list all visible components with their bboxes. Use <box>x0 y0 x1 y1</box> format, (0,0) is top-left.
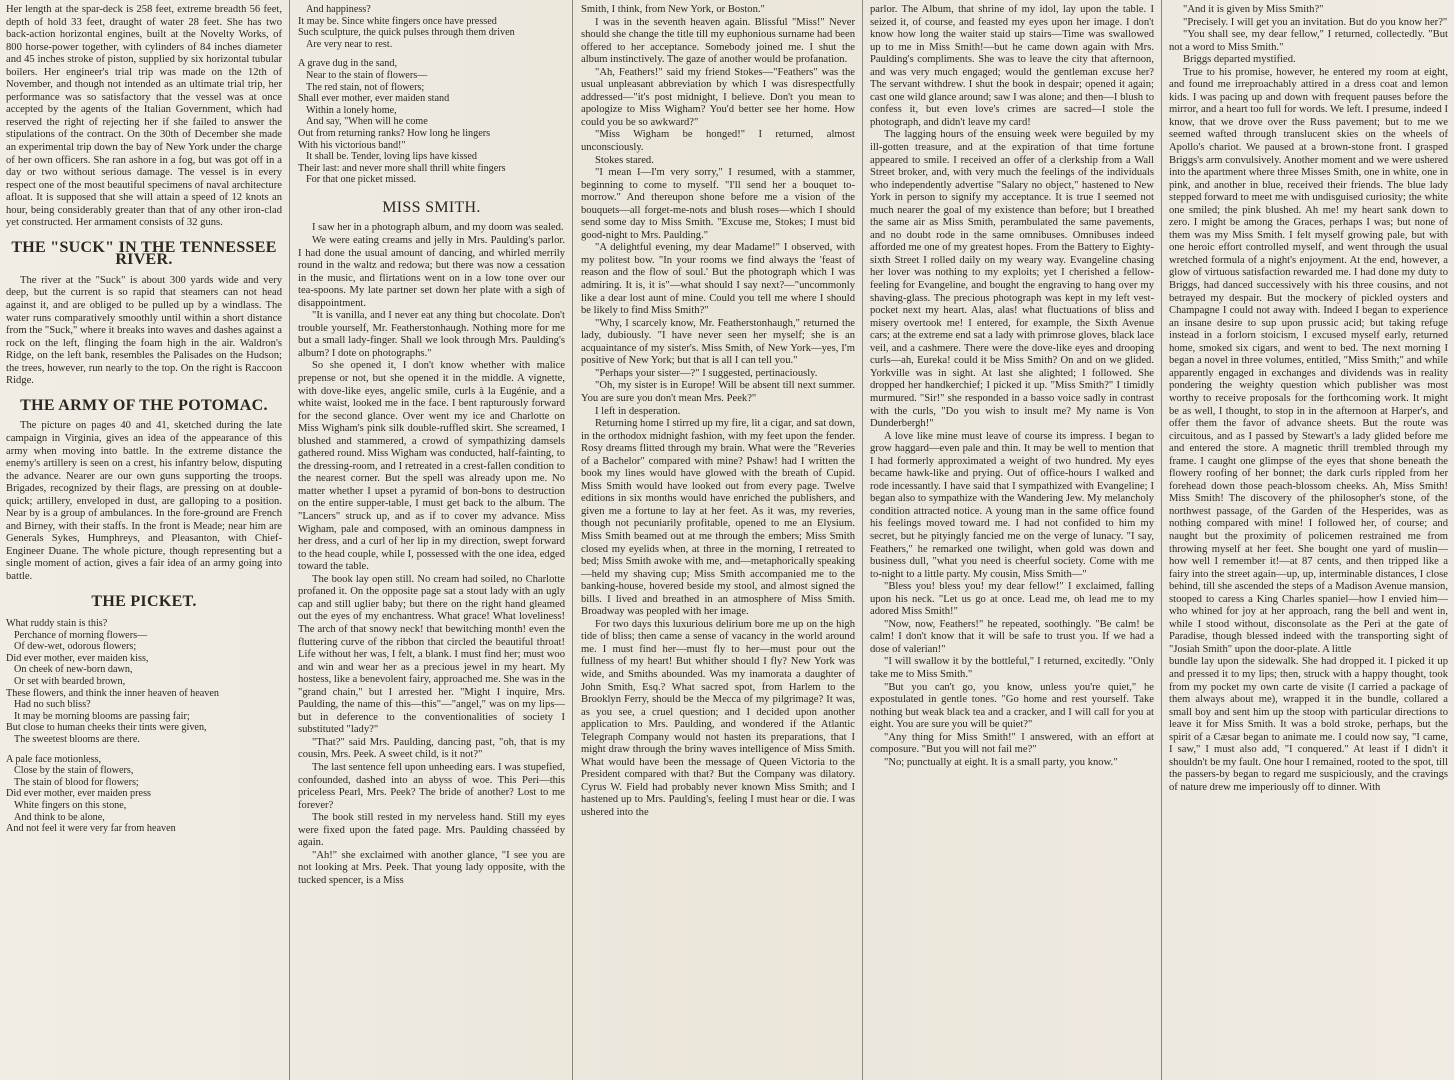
poem-line: On cheek of new-born dawn, <box>14 664 133 676</box>
poem-line: Near to the stain of flowers— <box>306 69 428 81</box>
poem-line: The stain of blood for flowers; <box>14 776 139 788</box>
poem-line: Are very near to rest. <box>306 38 393 50</box>
story-paragraph: "Miss Wigham be honged!" I returned, almost unconsciously. <box>581 129 855 154</box>
story-paragraph: True to his promise, however, he entered my room at eight, and found me irreproachably attired in a dress coat and lemon kids. I was pacing up and down with frequent pauses before the mirror, and a heart too full for words. We left. I presume, indeed I know, that we drove over the Russ pavement; but to me we seemed wafted through translucent skies on the wheels of Apollo's chariot. We paused at a brown-stone front. I grasped Briggs's arm convulsively. Another moment and we were ushered into the apartment where three Misses Smith, one in white, one in pink, and another in blue, received their friends. The blue lady stepped forward to meet me with undisguised curiosity; the white one smiled; the pink blushed. Ah me! my heart sank down to zero. I might be among the Graces, perhaps I was; but none of them was my Miss Smith. I felt myself growing pale, but with one heroic effort controlled myself, and went through the usual wretched formula of a night's enjoyment. At the end, however, a glow of virtuous satisfaction rewarded me. I had done my duty to Briggs, had danced successively with his three cousins, and not betrayed my despair. But the mockery of pickled oysters and Champagne I could not away with. Indeed I began to experience an insane desire to sup upon prussic acid; but taking refuge instead in a forlorn stoicism, I excused myself early, returned home, smoked six cigars, and went to bed. The next morning I began a novel in three volumes, entitled, "Miss Smith;" and while apparently engaged in exchanges and dividends was in reality pondering the weighty question which publisher was most worthy to receive proposals for the forthcoming work. It might be as well, I thought, to stop in in the afternoon at Harper's, and offer them the favor of advance sheets. But the route was circuitous, and as I passed by Stewart's a lady glided before me and entered the store. A magnetic thrill trembled through my frame. I caught one glimpse of the eyes that shone beneath the flowery roofing of her bonnet; the dark curls rippled from her forehead down those peach-blossom cheeks. Ah, Miss Smith! Miss Smith! The discovery of the philosopher's stone, of the northwest passage, of the Garden of the Hesperides, was as nothing compared with mine! I followed her, of course; and naught but the proximity of policemen restrained me from throwing myself at her feet. She bought one yard of muslin—how well I remember it!—at 87 cents, and then tripped like a fairy into the street again—up, up, interminable distances, I close behind, till she ascended the steps of a Madison Avenue mansion, stooped to caress a King Charles spaniel—how I envied him—who whined for joy at her approach, rang the bell and went in, while I stood without, disconsolate as the Peri at the gate of Paradise, though blessed indeed with the transporting sight of "Josiah Smith" upon the door-plate. A little <box>1169 66 1448 655</box>
poem-line: Of dew-wet, odorous flowers; <box>14 641 137 653</box>
poem-line: The red stain, not of flowers; <box>306 81 425 93</box>
story-paragraph: We were eating creams and jelly in Mrs. Paulding's parlor. I had done the usual amount of dancing, and whirled merrily round in the waltz and redowa; but there was now a cessation in the music, and flirtations went on in a low tone over our tea-spoons. My late partner set down her plate with a sigh of disappointment. <box>298 235 565 309</box>
story-paragraph: "Precisely. I will get you an invitation. But do you know her?" <box>1183 16 1448 28</box>
story-paragraph: The book still rested in my nerveless hand. Still my eyes were fixed upon the fated page. Mrs. Paulding chasséed by again. <box>298 812 565 849</box>
heading-miss-smith: MISS SMITH. <box>382 198 481 216</box>
column-5 <box>1163 0 1454 1080</box>
story-paragraph: Briggs departed mystified. <box>1183 54 1296 66</box>
poem-line: The sweetest blooms are there. <box>14 734 140 745</box>
poem-line: Perchance of morning flowers— <box>14 629 148 641</box>
poem-line: Or set with bearded brown, <box>14 676 126 688</box>
story-paragraph: "I will swallow it by the bottleful," I returned, excitedly. "Only take me to Miss Smith." <box>870 656 1154 680</box>
poem-line: A grave dug in the sand, <box>298 58 398 70</box>
story-paragraph: Smith, I think, from New York, or Boston." <box>581 4 765 15</box>
poem-line: What ruddy stain is this? <box>6 618 108 630</box>
story-paragraph: "I mean I—I'm very sorry," I resumed, with a stammer, beginning to come to myself. "I'll send her a bouquet to-morrow." And thereupon shone before me a vision of the bouquets—all forget-me-nots and blush roses—which I should send some day to Miss Smith. "Excuse me, Stokes; I must bid good-night to Mrs. Paulding." <box>581 167 855 241</box>
story-paragraph: Stokes stared. <box>595 154 654 166</box>
story-paragraph: So she opened it, I don't know whether with malice prepense or not, but she opened it in the middle. A vignette, with dove-like eyes, angelic smile, curls à la Eugénie, and a white waist, looked me in the face. I bent rapturously forward for the second glance. Over went my ice and Charlotte on Miss Wigham's pink silk double-ruffled skirt. She screamed, I blushed and stammered, a crowd of sympathizing damsels gathered round. Miss Wigham was conducted, half-fainting, to the dressing-room, and I retreated in a crest-fallen condition to the nearest corner. But the spell was already upon me. No matter whether I upset a pyramid of bon-bons to destruction on the entire supper-table, I must get back to the album. The "Lancers" struck up, and as if to cover my advance. Miss Wigham, pale and composed, with an ominous dampness in her dress, and a curl of her lip in my direction, swept forward to the head couple, while I, possessed with the one idea, edged toward the table. <box>298 360 565 573</box>
poem-line: But close to human cheeks their tints were given, <box>6 722 207 734</box>
story-paragraph: "And it is given by Miss Smith?" <box>1183 4 1324 15</box>
story-paragraph: "Perhaps your sister—?" I suggested, pertinaciously. <box>595 367 818 379</box>
poem-line: Their last: and never more shall thrill white fingers <box>298 162 506 174</box>
story-paragraph: "No; punctually at eight. It is a small party, you know." <box>884 756 1118 768</box>
picket-poem-continued <box>298 4 565 186</box>
poem-line: It shall be. Tender, loving lips have kissed <box>306 151 477 163</box>
poem-line: Had no such bliss? <box>14 699 91 711</box>
poem-line: White fingers on this stone, <box>14 799 127 811</box>
story-paragraph: bundle lay upon the sidewalk. She had dropped it. I picked it up and pressed it to my lips; then, struck with a happy thought, took from my pocket my own carte de visite (I carried a package of them always about me), wrapped it in the bundle, collared a small boy and sent him up the stoop with particular directions to leave it for Miss Smith. It was a bold stroke, perhaps, but the spirit of a Cæsar began to animate me. I could now say, "I came, I saw," I must also add, "I conquered." At least if I didn't it shouldn't be my fault. One hour I remained, rooted to the spot, till the passers-by began to regard me suspiciously, and the cravings of nature drew me imperiously off to dinner. With <box>1169 656 1448 793</box>
story-paragraph: The lagging hours of the ensuing week were beguiled by my ill-gotten treasure, and at the expiration of that time fortune appeared to smile. I received an offer of a clerkship from a Wall Street broker, and, with very much the feelings of the individuals who independently advertise "Salary no object," hastened to New York in person to signify my acceptance. It is true I seemed not much nearer the goal of my existence than before; but I breathed the same air as Miss Smith, perambulated the same pavements, and no doubt rode in the same omnibuses. Omnibuses indeed afforded me one of my greatest hopes. From the Battery to Eighty-sixth Street I rolled daily on my weary way. Evangeline chasing her lover was nothing to my exploits; yet I cherished a fellow-feeling for Evangeline, and bought the engraving to hang over my shaving-glass. The precious photograph was kept in my left vest-pocket next my heart. Alas, alas! what fluctuations of bliss and misery overtook me! I entered, for example, the Sixth Avenue cars; at the extreme end sat a lady with primrose gloves, black lace veil, and a cashmere. There were the dove-like eyes and drooping curls—ah, Eureka! could it be Miss Smith? On and on we glided. Yorkville was in sight. At last she alighted; I followed. She dropped her handkerchief; I picked it up. "Miss Smith?" I timidly murmured. "Sir!" she responded in a basso voice sadly in contrast with the curls, "Do you wish to insult me? My name is Von Dunderbergh!" <box>870 129 1154 430</box>
poem-line: And say, "When will he come <box>306 116 428 128</box>
poem-line: For that one picket missed. <box>306 174 417 186</box>
poem-line: It may be. Since white fingers once have pressed <box>298 15 497 27</box>
ship-paragraph: Her length at the spar-deck is 258 feet, extreme breadth 56 feet, depth of hold 33 feet, draught of water 28 feet. She has two back-action horizontal engines, built at the Novelty Works, of 800 horse-power together, with cylinders of 84 inches diameter and 45 inches stroke of piston, supplied by six horizontal tubular boilers. Her engineer's trial trip was made on the 12th of November, and though not intended as an ultimate trial trip, her performance was so satisfactory that the vessel was at once accepted by the agents of the Italian Government, which had reserved the right of rejecting her if she failed to answer the stipulations of the contract. On the 30th of December she made an experimental trip down the bay of New York under the charge of her own officers. She ran ashore in a fog, but was got off in a day or two without serious damage. The vessel is in every respect one of the most beautiful specimens of naval architecture afloat. It is supposed that she will attain a speed of 12 knots an hour, being considerably greater than that of any other iron-clad yet constructed. Her armament consists of 32 guns. <box>6 4 282 229</box>
column-4 <box>864 0 1160 1080</box>
poem-line: With his victorious band!" <box>298 139 406 151</box>
heading-suck: THE "SUCK" IN THE TENNESSEE RIVER. <box>11 238 277 269</box>
poem-stanza-1 <box>6 618 282 746</box>
heading-army: THE ARMY OF THE POTOMAC. <box>20 396 268 414</box>
story-paragraph: Returning home I stirred up my fire, lit a cigar, and sat down, in the orthodox midnight fashion, with my feet upon the fender. Rosy dreams flitted through my brain. What were the "Reveries of a Bachelor" compared with mine? Pshaw! had I written the book my lines would have glowed with the breath of Cupid. Miss Smith would have looked out from every page. Twelve editions in six months would have enriched the publishers, and given me a fortune to lay at her feet. As it was, my reveries, though not pecuniarily profitable, opened to me an Elysium. Miss Smith beamed out at me through the embers; Miss Smith closed my eyelids when, at three in the morning, I retreated to bed; Miss Smith awoke with me, and—metaphorically speaking—held my shaving cup; Miss Smith accompanied me to the banking-house, hovered beside my stool, and almost signed the bills. I lived and breathed in an atmosphere of Miss Smith. Broadway was peopled with her image. <box>581 418 855 618</box>
poem-line: And think to be alone, <box>14 811 105 823</box>
column-rule <box>862 0 863 1080</box>
column-1 <box>0 0 288 1080</box>
poem-line: Did ever mother, ever maiden press <box>6 788 151 800</box>
poem-line: It may be morning blooms are passing fair; <box>14 710 190 722</box>
poem-line: Such sculpture, the quick pulses through them driven <box>298 27 515 39</box>
story-paragraph: "That?" said Mrs. Paulding, dancing past, "oh, that is my cousin, Mrs. Peek. A sweet child, is it not?" <box>298 736 565 761</box>
story-paragraph: "Now, now, Feathers!" he repeated, soothingly. "Be calm! be calm! I don't know that it will be safe to trust you. If we had a dose of valerian!" <box>870 618 1154 655</box>
story-paragraph: parlor. The Album, that shrine of my idol, lay upon the table. I seized it, of course, and feasted my eyes upon her image. I don't know how long the waiter staid up stairs—Time was swallowed up to me in Miss Smith!—but he came down again with Mrs. Paulding's compliments. She was to leave the city that afternoon, and was very much engaged; would the gentleman excuse her? The servant withdrew. I shut the book in despair; opened it again; cast one wild glance around; saw I was alone; and then—I blush to confess it, but even love's crimes are sacred—I stole the photograph, and didn't leave my card! <box>870 4 1154 128</box>
poem-line: Out from returning ranks? How long he lingers <box>298 127 491 139</box>
poem-line: And happiness? <box>306 4 371 15</box>
story-paragraph: "Ah!" she exclaimed with another glance, "I see you are not looking at Mrs. Peek. That young lady opposite, with the tucked spencer, is a Miss <box>298 849 565 886</box>
column-rule <box>572 0 573 1080</box>
poem-stanza-2 <box>6 754 282 835</box>
story-paragraph: "Oh, my sister is in Europe! Will be absent till next summer. You are sure you don't mean Mrs. Peek?" <box>581 380 855 404</box>
column-rule <box>1161 0 1162 1080</box>
column-2 <box>292 0 571 1080</box>
story-paragraph: "It is vanilla, and I never eat any thing but chocolate. Don't trouble yourself, Mr. Featherstonhaugh. Nothing more for me but a small lady-finger. Shall we look through Mrs. Paulding's album? I dote on photographs." <box>298 310 565 359</box>
poem-line: Close by the stain of flowers, <box>14 765 134 777</box>
story-paragraph: "Bless you! bless you! my dear fellow!" I exclaimed, falling upon his neck. "Let us go at once. Lead me, oh lead me to my adored Miss Smith!" <box>870 581 1154 618</box>
story-paragraph: "But you can't go, you know, unless you're quiet," he expostulated in gentle tones. "Go home and rest yourself. Take nothing but weak black tea and a cracker, and I will call for you at eight. You are sure you will be quiet?" <box>870 681 1154 731</box>
story-paragraph: I was in the seventh heaven again. Blissful "Miss!" Never should she change the title till my euphonious surname had been offered to her acceptance. Somebody joined me. I shut the album instinctively. The gaze of another would be profanation. <box>581 16 855 66</box>
poem-line: Within a lonely home, <box>306 104 397 116</box>
story-paragraph: "A delightful evening, my dear Madame!" I observed, with my politest bow. "In your rooms we find always the 'feast of reason and the flow of soul.' But the photograph which I was admiring. It is, it is"—what should I say next?—"uncommonly like a dear lost aunt of mine. Could you tell me where I should be likely to find Miss Smith?" <box>581 242 855 317</box>
poem-stanza-4 <box>298 58 565 186</box>
story-paragraph: "You shall see, my dear fellow," I returned, collectedly. "But not a word to Miss Smith." <box>1169 29 1448 53</box>
poem-line: Did ever mother, ever maiden kiss, <box>6 652 149 664</box>
heading-picket: THE PICKET. <box>91 592 197 610</box>
suck-paragraph: The river at the "Suck" is about 300 yards wide and very deep, but the current is so rapid that steamers can not head against it, and are obliged to be pulled up by a windlass. The water runs comparatively smoothly until within a short distance from the "Suck," where it breaks into waves and dashes against a rock on the left, flinging the foam high in the air. Waldron's Ridge, on the left bank, resembles the Palisades on the Hudson; the trees, however, run nearly to the top. On the right is Raccoon Ridge. <box>6 274 282 387</box>
story-paragraph: I left in desperation. <box>595 405 681 417</box>
story-paragraph: For two days this luxurious delirium bore me up on the high tide of bliss; then came a sense of vacancy in the world around me. I must find her—must fly to her—must pour out the fullness of my heart! But whither should I fly? New York was wide, and Smiths abounded. Was my inamorata a daughter of John Smith, Esq.? What sacred spot, from Harlem to the Brooklyn Ferry, should be the Mecca of my pilgrimage? It was, as you see, a cruel question; and I decided upon another application to Mrs. Paulding, and wondered if the Atlantic Telegraph Company would not hasten its preparations, that I might draw through the briny waves intelligence of Miss Smith. What would have been the message of Queen Victoria to the President compared with that? But the Company was dilatory. Cyrus W. Field had probably never known Miss Smith; and I hastened up to Mrs. Paulding's, feeling I must hear or die. I was ushered into the <box>581 618 855 818</box>
story-paragraph: "Ah, Feathers!" said my friend Stokes—"Feathers" was the usual unpleasant abbreviation by which I was disrespectfully addressed—"it's post midnight, I believe. Don't you mean to apologize to Miss Wigham? You'd better see her home. How could you be so awkward?" <box>581 66 855 128</box>
army-paragraph: The picture on pages 40 and 41, sketched during the late campaign in Virginia, gives an idea of the appearance of this army when moving into battle. In the extreme distance the enemy's artillery is seen on a crest, his infantry below, disputing the advance. Nearer are our own guns supporting the troops. Brigades, recognized by their flags, are pressing on at double-quick; artillery, enveloped in dust, are galloping to a position. Near by is a group of ambulances. In the fore-ground are French and Birney, with their staffs. In the front is Meade; near him are Generals Sykes, Humphreys, and Pleasanton, with Chief-Engineer Duane. The whole picture, though representing but a single moment of action, gives a fair idea of an army going into battle. <box>6 420 282 582</box>
story-paragraph: A love like mine must leave of course its impress. I began to grow haggard—even pale and thin. It may be well to mention that I had formerly approximated a weight of two hundred. My eyes became hawk-like and prying. Out of office-hours I walked and rode incessantly. I have said that I sympathized with Evangeline; I began also to sympathize with the Wandering Jew. My melancholy condition attracted notice. A young man in the same office found his feelings moved toward me. I had not confided to him my secret, but he pityingly fancied me on the verge of lunacy. "I say, Feathers," he remarked one twilight, when gold was down and business dull, "what you need is cheerful society. Come with me to-night to a little party. My cousin, Miss Smith—" <box>870 430 1154 580</box>
story-paragraph: I saw her in a photograph album, and my doom was sealed. <box>312 222 564 234</box>
picket-poem <box>6 618 282 835</box>
poem-line: Shall ever mother, ever maiden stand <box>298 93 450 105</box>
poem-stanza-3 <box>298 4 565 50</box>
poem-line: A pale face motionless, <box>6 753 102 765</box>
story-paragraph: The book lay open still. No cream had soiled, no Charlotte profaned it. On the opposite page sat a stout lady with an ugly cap and still uglier baby; but there on the right hand gleamed out the eyes of my enchantress. What grace! What loveliness! The arch of that snowy neck! that bewitching month! even the fluttering curve of the ribbon that circled the beautiful throat! Life without her was, I felt, a blank. I must find her; must woo and win and wear her as a precious jewel in my heart. My hostess, like a benevolent fairy, approached me. She was in the "grand chain," but I arrested her. "Might I inquire, Mrs. Paulding, the name of this—this"—"angel," was on my lips—but in deference to the conventionalities of society I substituted "lady?" <box>298 573 565 736</box>
column-rule <box>289 0 290 1080</box>
poem-line: These flowers, and think the inner heaven of heaven <box>6 687 220 699</box>
story-paragraph: "Any thing for Miss Smith!" I answered, with an effort at composure. "But you will not fail me?" <box>870 731 1154 756</box>
story-paragraph: "Why, I scarcely know, Mr. Featherstonhaugh," returned the lady, dubiously. "I have never seen her myself; she is an acquaintance of my sister's. Miss Smith, of New York—yes, I'm positive of New York; but that is all I can tell you." <box>581 317 855 367</box>
poem-line: And not feel it were very far from heaven <box>6 823 176 835</box>
column-3 <box>575 0 861 1080</box>
story-paragraph: The last sentence fell upon unheeding ears. I was stupefied, confounded, dashed into an abyss of woe. This Peri—this priceless Pearl, Mrs. Peek? The bride of another? Lost to me forever? <box>298 761 565 811</box>
